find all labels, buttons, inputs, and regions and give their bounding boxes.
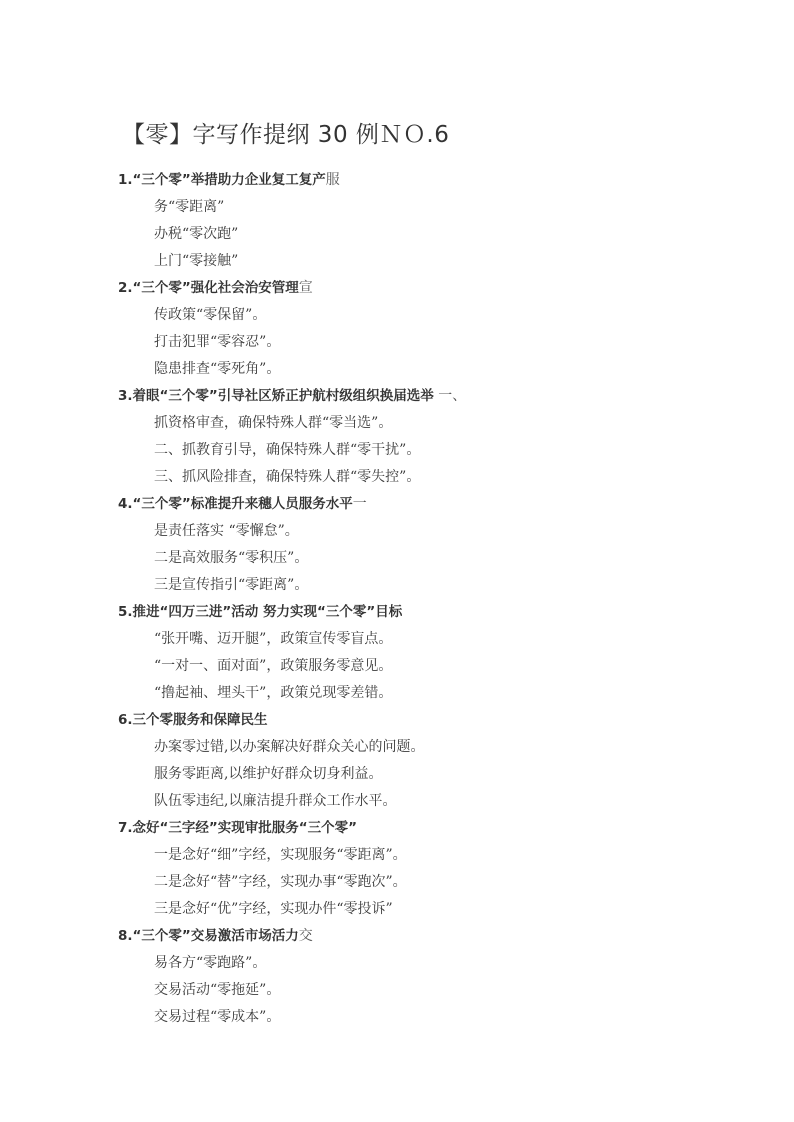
outline-item: 一是念好“细”字经，实现服务“零距离”。 — [154, 847, 407, 863]
section-heading — [118, 167, 738, 194]
outline-item: 二是高效服务“零积压”。 — [154, 550, 309, 566]
outline-item: 办案零过错,以办案解决好群众关心的问题。 — [154, 739, 425, 755]
section-heading-text: 6.三个零服务和保障民生 — [118, 712, 268, 728]
outline-item: 三、抓风险排查，确保特殊人群“零失控”。 — [154, 469, 421, 485]
outline-item: 抓资格审查，确保特殊人群“零当选”。 — [154, 415, 393, 431]
outline-item: 易各方“零跑路”。 — [154, 955, 267, 971]
section-heading-tail: 宣 — [298, 280, 313, 296]
section-heading — [118, 491, 738, 518]
outline-section — [118, 167, 738, 275]
section-heading — [118, 383, 738, 410]
section-heading-text: 8.“三个零”交易激活市场活力 — [118, 928, 299, 944]
outline-item: 上门“零接触” — [154, 253, 239, 269]
section-heading-text: 2.“三个零”强化社会治安管理 — [118, 280, 299, 296]
section-heading-text: 1.“三个零”举措助力企业复工复产 — [118, 172, 326, 188]
section-heading-tail: 一 — [352, 496, 367, 512]
outline-item: 服务零距离,以维护好群众切身利益。 — [154, 766, 383, 782]
outline-item: 二、抓教育引导，确保特殊人群“零干扰”。 — [154, 442, 421, 458]
section-heading-tail: 交 — [298, 928, 313, 944]
outline-section — [118, 491, 738, 599]
outline-section — [118, 707, 738, 815]
section-heading-text: 3.着眼“三个零”引导社区矫正护航村级组织换届选举 — [118, 388, 434, 404]
section-heading — [118, 923, 738, 950]
outline-section — [118, 815, 738, 923]
outline-item: 队伍零违纪,以廉洁提升群众工作水平。 — [154, 793, 397, 809]
outline-item: 三是宣传指引“零距离”。 — [154, 577, 309, 593]
outline-item: “撸起袖、埋头干”，政策兑现零差错。 — [154, 685, 393, 701]
outline-item: 打击犯罪“零容忍”。 — [154, 334, 281, 350]
section-heading-text: 4.“三个零”标准提升来穗人员服务水平 — [118, 496, 353, 512]
section-heading-text: 7.念好“三字经”实现审批服务“三个零” — [118, 820, 358, 836]
outline-section — [118, 383, 738, 491]
outline-list — [118, 167, 738, 1031]
outline-item: 是责任落实 “零懈怠”。 — [154, 523, 299, 539]
outline-item: “张开嘴、迈开腿”，政策宣传零盲点。 — [154, 631, 393, 647]
outline-item: 三是念好“优”字经，实现办件“零投诉” — [154, 901, 393, 917]
outline-item: “一对一、面对面”，政策服务零意见。 — [154, 658, 393, 674]
outline-item: 交易过程“零成本”。 — [154, 1009, 281, 1025]
outline-item: 交易活动“零拖延”。 — [154, 982, 281, 998]
section-heading — [118, 599, 738, 626]
outline-item: 隐患排查“零死角”。 — [154, 361, 281, 377]
document-title: 【零】字写作提纲 30 例ＮＯ.6 — [122, 122, 450, 148]
section-heading — [118, 707, 738, 734]
outline-item: 传政策“零保留”。 — [154, 307, 267, 323]
outline-section — [118, 599, 738, 707]
outline-section — [118, 923, 738, 1031]
section-heading — [118, 815, 738, 842]
section-heading — [118, 275, 738, 302]
outline-section — [118, 275, 738, 383]
outline-item: 二是念好“替”字经，实现办事“零跑次”。 — [154, 874, 407, 890]
section-heading-tail: 一、 — [433, 388, 467, 404]
outline-item: 务“零距离” — [154, 199, 225, 215]
section-heading-text: 5.推进“四万三进”活动 努力实现“三个零”目标 — [118, 604, 403, 620]
outline-item: 办税“零次跑” — [154, 226, 239, 242]
section-heading-tail: 服 — [325, 172, 340, 188]
